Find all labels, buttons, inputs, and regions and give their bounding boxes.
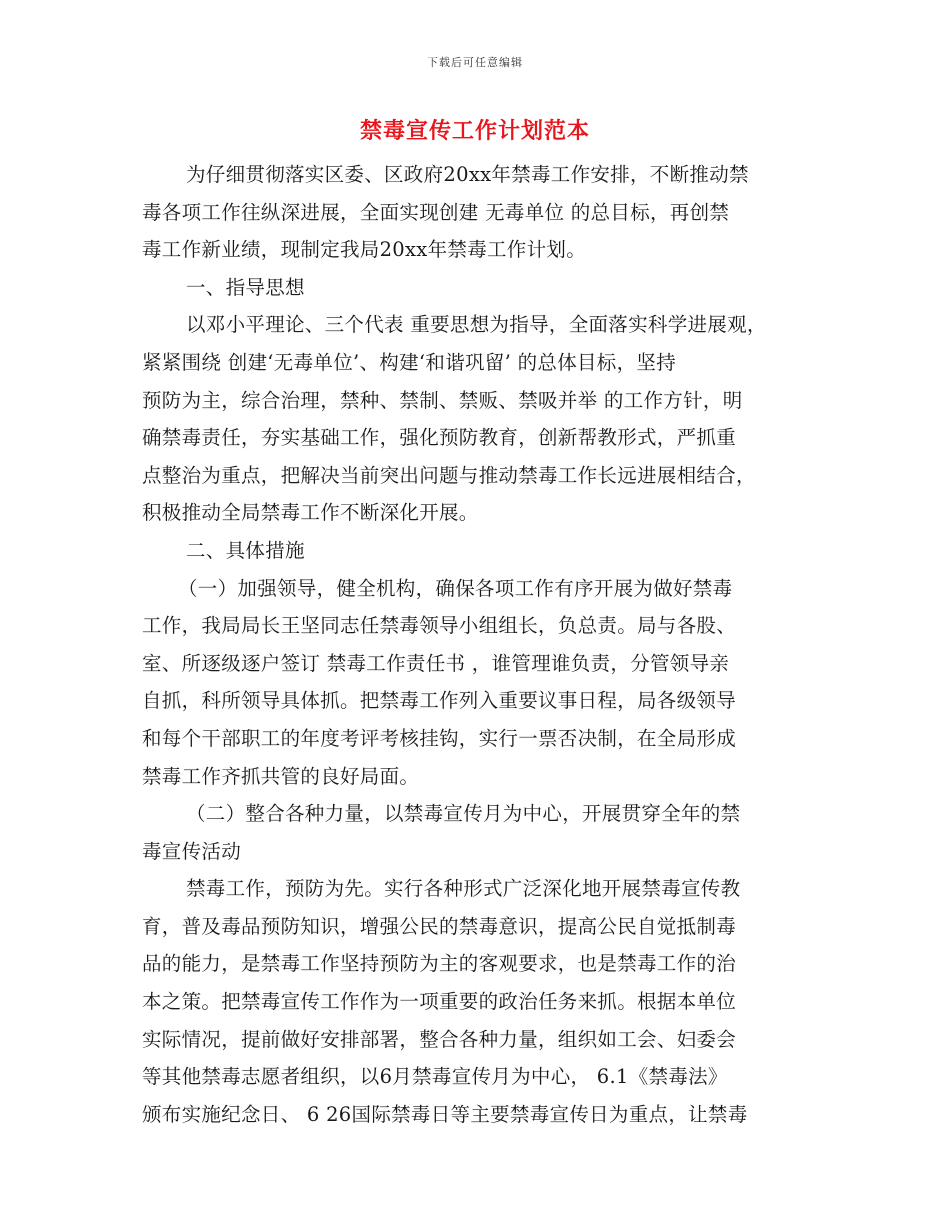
paragraph-line: 品的能力，是禁毒工作坚持预防为主的客观要求，也是禁毒工作的治 — [142, 952, 737, 976]
header-note: 下载后可任意编辑 — [427, 56, 523, 69]
section-heading: 二、具体措施 — [186, 538, 305, 562]
paragraph-line: 毒工作新业绩，现制定我局20xx年禁毒工作计划。 — [142, 238, 587, 262]
document-title: 禁毒宣传工作计划范本 — [359, 118, 590, 144]
paragraph-line: 工作，我局局长王坚同志任禁毒领导小组组长，负总责。局与各股、 — [142, 614, 737, 638]
document-body — [142, 156, 812, 1133]
section-heading: 一、指导思想 — [186, 275, 305, 299]
paragraph-line: 毒宣传活动 — [142, 839, 242, 863]
paragraph-line: 禁毒工作，预防为先。实行各种形式广泛深化地开展禁毒宣传教 — [186, 877, 741, 901]
paragraph-line: 和每个干部职工的年度考评考核挂钩，实行一票否决制，在全局形成 — [142, 726, 737, 750]
paragraph-line: 育，普及毒品预防知识，增强公民的禁毒意识，提高公民自觉抵制毒 — [142, 914, 737, 938]
paragraph-line: 毒各项工作往纵深进展，全面实现创建 无毒单位 的总目标，再创禁 — [142, 200, 730, 224]
paragraph-line: 颁布实施纪念日、 6 26国际禁毒日等主要禁毒宣传日为重点，让禁毒 — [142, 1102, 748, 1126]
paragraph-line: 室、所逐级逐户签订 禁毒工作责任书 ，谁管理谁负责，分管领导亲 — [142, 651, 730, 675]
paragraph-line: 紧紧围绕 创建‘无毒单位’、构建‘和谐巩留’ 的总体目标，坚持 — [142, 350, 676, 374]
paragraph-line: 点整治为重点，把解决当前突出问题与推动禁毒工作长远进展相结合， — [142, 463, 756, 487]
paragraph-line: 等其他禁毒志愿者组织，以6月禁毒宣传月为中心， 6.1《禁毒法》 — [142, 1065, 728, 1089]
paragraph-line: 自抓，科所领导具体抓。把禁毒工作列入重要议事日程，局各级领导 — [142, 689, 737, 713]
paragraph-line: 禁毒工作齐抓共管的良好局面。 — [142, 764, 420, 788]
paragraph-line: 以邓小平理论、三个代表 重要思想为指导，全面落实科学进展观， — [186, 313, 767, 337]
paragraph-line: 实际情况，提前做好安排部署，整合各种力量，组织如工会、妇委会 — [142, 1027, 737, 1051]
paragraph-line: 本之策。把禁毒宣传工作作为一项重要的政治任务来抓。根据本单位 — [142, 990, 737, 1014]
subsection-heading: （二）整合各种力量，以禁毒宣传月为中心，开展贯穿全年的禁 — [186, 802, 741, 826]
paragraph-line: 确禁毒责任，夯实基础工作，强化预防教育，创新帮教形式，严抓重 — [142, 426, 737, 450]
paragraph-line: 积极推动全局禁毒工作不断深化开展。 — [142, 501, 479, 525]
subsection-heading: （一）加强领导，健全机构，确保各项工作有序开展为做好禁毒 — [178, 576, 733, 600]
paragraph-line: 为仔细贯彻落实区委、区政府20xx年禁毒工作安排，不断推动禁 — [186, 163, 749, 186]
paragraph-line: 预防为主，综合治理，禁种、禁制、禁贩、禁吸并举 的工作方针，明 — [142, 388, 743, 412]
